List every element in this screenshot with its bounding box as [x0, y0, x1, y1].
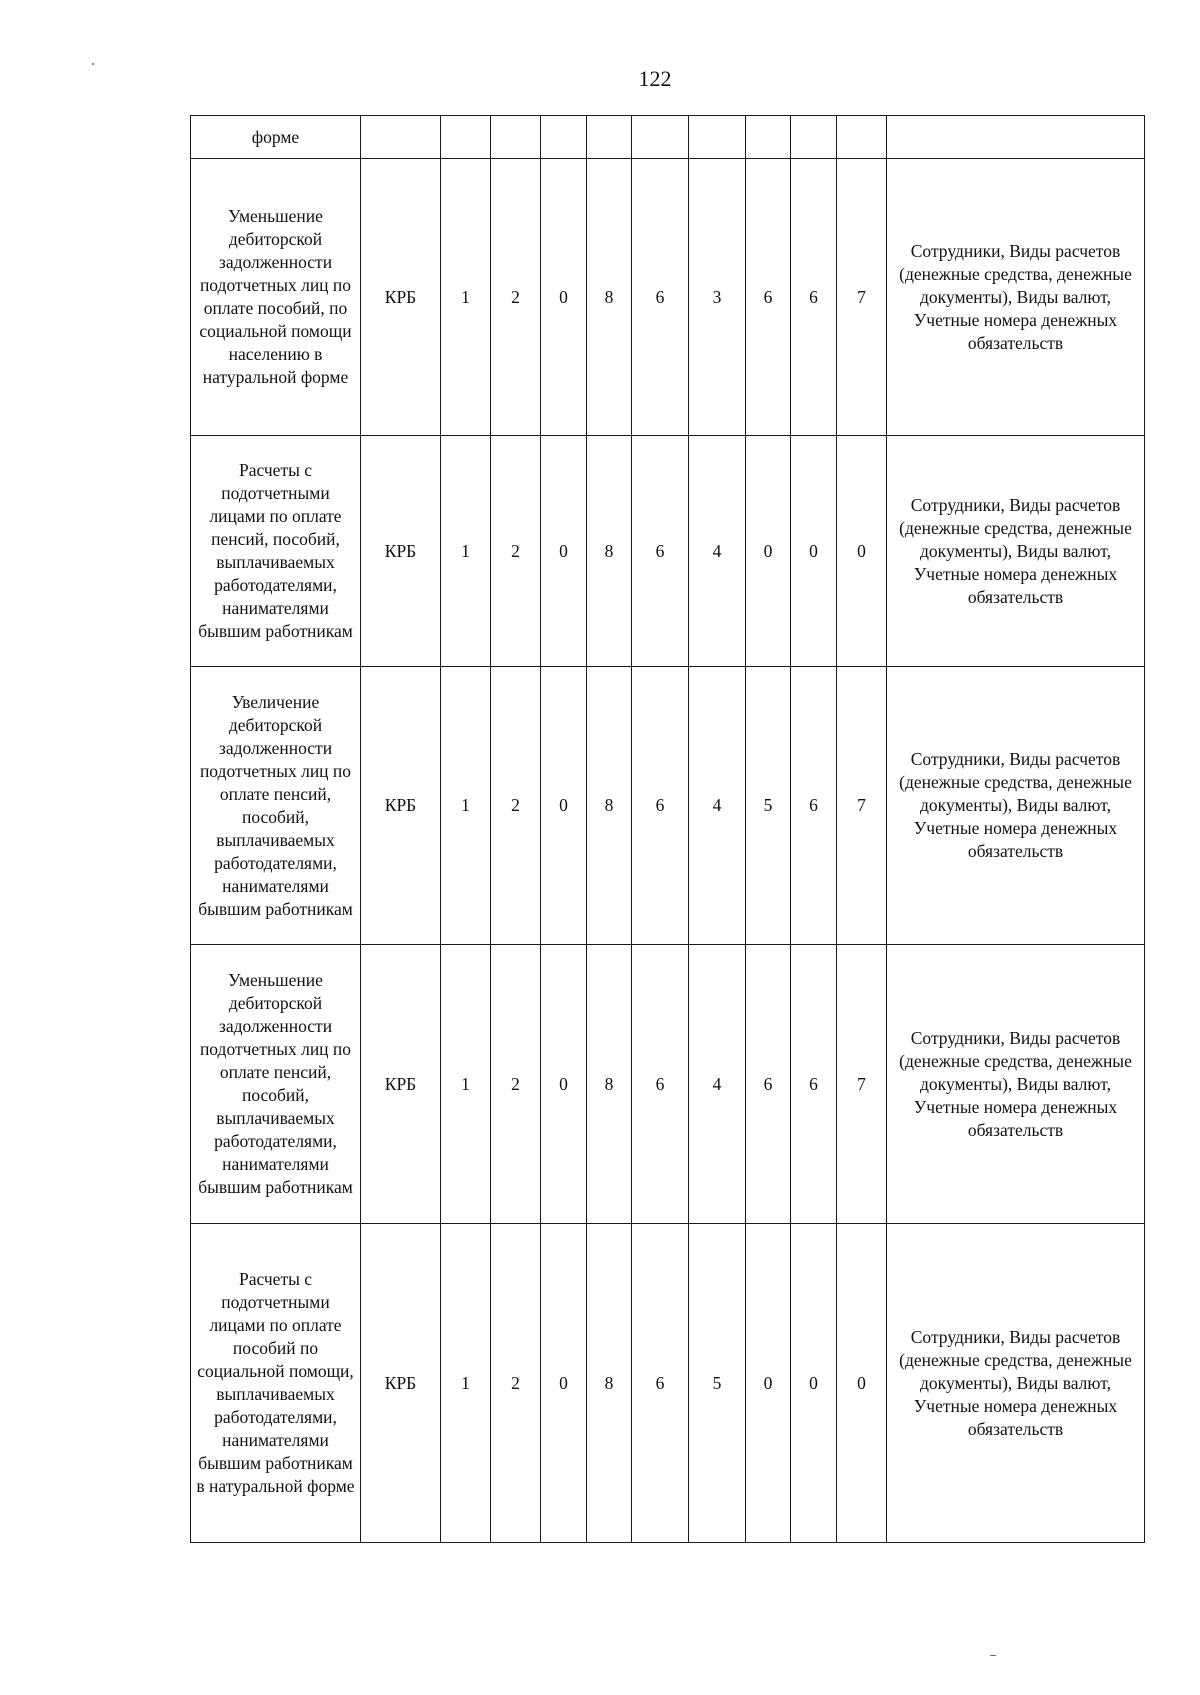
- digit-cell: 8: [587, 945, 632, 1224]
- account-name-cell: форме: [191, 116, 361, 159]
- type-cell: КРБ: [361, 667, 441, 945]
- digit-cell: 7: [837, 667, 887, 945]
- table-row: [191, 1224, 1145, 1543]
- digit-cell: 7: [837, 159, 887, 436]
- digit-cell: [491, 116, 541, 159]
- digit-cell: 6: [791, 667, 837, 945]
- digit-cell: 1: [441, 1224, 491, 1543]
- analytics-cell: Сотрудники, Виды расчетов (денежные средства, денежные документы), Виды валют, Учетные номера денежных обязательств: [887, 159, 1145, 436]
- type-cell: КРБ: [361, 159, 441, 436]
- digit-cell: 4: [689, 945, 746, 1224]
- digit-cell: 6: [632, 159, 689, 436]
- table-row: [191, 436, 1145, 667]
- digit-cell: [837, 116, 887, 159]
- analytics-cell: Сотрудники, Виды расчетов (денежные средства, денежные документы), Виды валют, Учетные номера денежных обязательств: [887, 945, 1145, 1224]
- table-row: [191, 116, 1145, 159]
- account-name-cell: Уменьшение дебиторской задолженности подотчетных лиц по оплате пособий, по социальной помощи населению в натуральной форме: [191, 159, 361, 436]
- digit-cell: 6: [746, 945, 791, 1224]
- digit-cell: 0: [791, 1224, 837, 1543]
- digit-cell: 1: [441, 945, 491, 1224]
- scan-speck: [92, 63, 94, 65]
- digit-cell: 2: [491, 667, 541, 945]
- digit-cell: 0: [541, 667, 587, 945]
- analytics-cell: [887, 116, 1145, 159]
- analytics-cell: Сотрудники, Виды расчетов (денежные средства, денежные документы), Виды валют, Учетные номера денежных обязательств: [887, 436, 1145, 667]
- digit-cell: [746, 116, 791, 159]
- accounts-table: [190, 115, 1145, 1543]
- digit-cell: 5: [689, 1224, 746, 1543]
- digit-cell: 6: [632, 667, 689, 945]
- digit-cell: 0: [746, 436, 791, 667]
- analytics-cell: Сотрудники, Виды расчетов (денежные средства, денежные документы), Виды валют, Учетные номера денежных обязательств: [887, 1224, 1145, 1543]
- digit-cell: 0: [837, 436, 887, 667]
- digit-cell: 0: [746, 1224, 791, 1543]
- digit-cell: 4: [689, 667, 746, 945]
- digit-cell: [632, 116, 689, 159]
- type-cell: КРБ: [361, 945, 441, 1224]
- digit-cell: 2: [491, 1224, 541, 1543]
- digit-cell: [587, 116, 632, 159]
- digit-cell: 6: [632, 436, 689, 667]
- digit-cell: 6: [791, 159, 837, 436]
- digit-cell: 1: [441, 159, 491, 436]
- scan-speck: [990, 1655, 996, 1656]
- digit-cell: 0: [541, 436, 587, 667]
- table-row: [191, 945, 1145, 1224]
- digit-cell: [441, 116, 491, 159]
- digit-cell: 8: [587, 1224, 632, 1543]
- digit-cell: 8: [587, 159, 632, 436]
- digit-cell: [791, 116, 837, 159]
- digit-cell: 0: [541, 159, 587, 436]
- digit-cell: 7: [837, 945, 887, 1224]
- digit-cell: 2: [491, 945, 541, 1224]
- table-row: [191, 667, 1145, 945]
- digit-cell: 2: [491, 159, 541, 436]
- digit-cell: 0: [541, 1224, 587, 1543]
- account-name-cell: Расчеты с подотчетными лицами по оплате пособий по социальной помощи, выплачиваемых работодателями, нанимателями бывшим работникам в натуральной форме: [191, 1224, 361, 1543]
- digit-cell: 8: [587, 436, 632, 667]
- digit-cell: 3: [689, 159, 746, 436]
- account-name-cell: Расчеты с подотчетными лицами по оплате пенсий, пособий, выплачиваемых работодателями, нанимателями бывшим работникам: [191, 436, 361, 667]
- digit-cell: 6: [746, 159, 791, 436]
- account-name-cell: Увеличение дебиторской задолженности подотчетных лиц по оплате пенсий, пособий, выплачиваемых работодателями, нанимателями бывшим работникам: [191, 667, 361, 945]
- digit-cell: 8: [587, 667, 632, 945]
- type-cell: КРБ: [361, 436, 441, 667]
- digit-cell: 0: [541, 945, 587, 1224]
- digit-cell: 4: [689, 436, 746, 667]
- digit-cell: 1: [441, 436, 491, 667]
- digit-cell: 6: [791, 945, 837, 1224]
- digit-cell: 1: [441, 667, 491, 945]
- type-cell: КРБ: [361, 1224, 441, 1543]
- account-name-cell: Уменьшение дебиторской задолженности подотчетных лиц по оплате пенсий, пособий, выплачиваемых работодателями, нанимателями бывшим работникам: [191, 945, 361, 1224]
- digit-cell: [689, 116, 746, 159]
- digit-cell: 5: [746, 667, 791, 945]
- digit-cell: 2: [491, 436, 541, 667]
- table-row: [191, 159, 1145, 436]
- digit-cell: 0: [791, 436, 837, 667]
- digit-cell: 6: [632, 1224, 689, 1543]
- page-number: 122: [638, 66, 672, 91]
- digit-cell: 6: [632, 945, 689, 1224]
- type-cell: [361, 116, 441, 159]
- analytics-cell: Сотрудники, Виды расчетов (денежные средства, денежные документы), Виды валют, Учетные номера денежных обязательств: [887, 667, 1145, 945]
- digit-cell: 0: [837, 1224, 887, 1543]
- digit-cell: [541, 116, 587, 159]
